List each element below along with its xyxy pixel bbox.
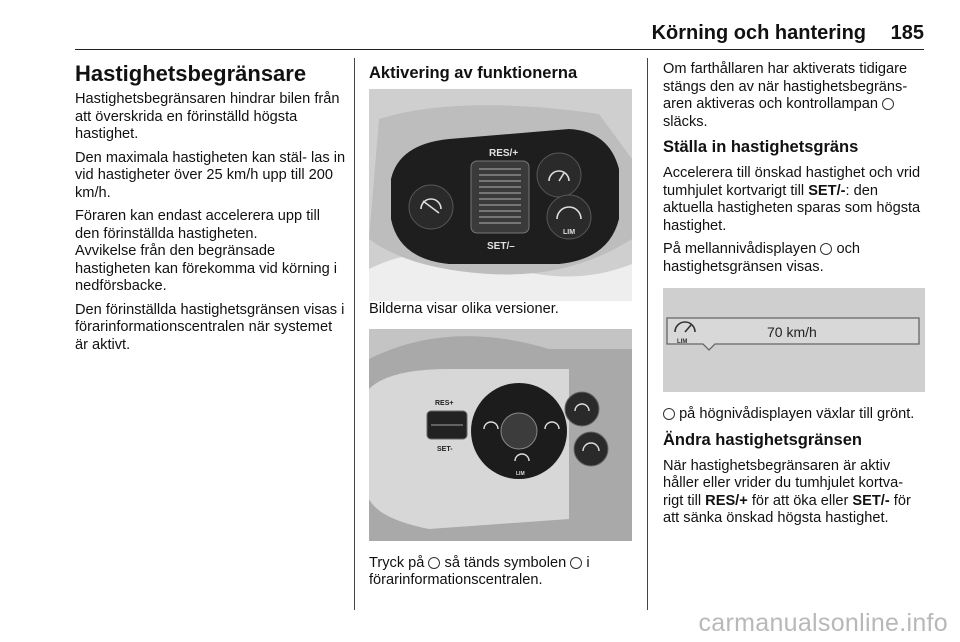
- section-heading: Ställa in hastighetsgräns: [663, 138, 859, 156]
- steering-controls-illustration: [369, 89, 632, 301]
- paragraph: [369, 555, 632, 590]
- paragraph: Avvikelse från den begränsade hastigheten kan förekomma vid körning i nedförsbacke.: [75, 243, 338, 294]
- text-fragment: Om farthållaren har aktiverats tidigare stängs den av när hastighetsbegräns- aren aktiveras och kontrollampan: [663, 61, 908, 112]
- lim-label-display: LIM: [677, 339, 688, 345]
- set-label: SET-: [437, 445, 453, 453]
- lim-label-2: LIM: [516, 470, 525, 477]
- watermark: carmanualsonline.info: [698, 609, 948, 637]
- text-fragment: för att öka eller: [751, 492, 849, 509]
- chapter-title: Körning och hantering: [651, 22, 866, 44]
- paragraph: Den maximala hastigheten kan stäl- las in vid hastigheter över 25 km/h upp till 200 km/h.: [75, 149, 346, 201]
- speed-limiter-icon: [663, 408, 675, 420]
- column-1: [75, 61, 347, 360]
- text-fragment: i förarinformationscentralen.: [369, 554, 590, 588]
- speed-readout: 70 km/h: [767, 324, 817, 340]
- paragraph: [663, 61, 925, 131]
- image-caption: Bilderna visar olika versioner.: [369, 301, 559, 317]
- paragraph: [663, 165, 925, 235]
- res-plus-text: RES/+: [705, 492, 748, 509]
- header-rule: [75, 49, 924, 50]
- page-number: 185: [890, 22, 924, 44]
- text-fragment: så tänds symbolen: [444, 554, 567, 571]
- text-fragment: Accelerera till önskad hastighet och vrid tumhjulet kortvarigt till: [663, 165, 921, 199]
- paragraph: Den förinställda hastighetsgränsen visas i förarinformationscentralen när systemet är aktivt.: [75, 301, 345, 353]
- column-separator-1: [354, 58, 355, 610]
- text-fragment: och hastighetsgränsen visas.: [663, 241, 860, 275]
- set-minus-label: SET/–: [487, 241, 515, 252]
- mid-level-display-illustration: [663, 288, 925, 392]
- text-fragment: På mellannivådisplayen: [663, 241, 817, 257]
- res-plus-label: RES/+: [489, 148, 519, 159]
- page-header: [75, 22, 924, 48]
- section-title: Hastighetsbegränsare: [75, 61, 307, 86]
- section-heading: Ändra hastighetsgränsen: [663, 430, 862, 449]
- res-label: RES+: [435, 399, 454, 407]
- text-fragment: När hastighetsbegränsaren är aktiv håller eller vrider du tumhjulet kortva- rigt till: [663, 457, 904, 509]
- speed-limiter-icon: [428, 557, 440, 569]
- text-fragment: släcks.: [663, 113, 708, 130]
- text-fragment: : den aktuella hastigheten sparas som högsta hastighet.: [663, 182, 921, 234]
- text-fragment: Tryck på: [369, 554, 425, 571]
- lim-label: LIM: [563, 229, 576, 236]
- steering-controls-illustration-2: [369, 329, 632, 541]
- column-2: [369, 61, 632, 596]
- cruise-control-icon: [882, 98, 894, 110]
- paragraph: Hastighetsbegränsaren hindrar bilen från att överskrida en förinställd högsta hastighet.: [75, 91, 340, 142]
- speed-limiter-icon: [570, 557, 582, 569]
- steering-wheel-image-2: [369, 329, 632, 541]
- column-separator-2: [647, 58, 648, 610]
- text-fragment: för att sänka önskad högsta hastighet.: [663, 492, 911, 526]
- set-minus-text: SET/-: [808, 182, 846, 199]
- paragraph: [663, 241, 925, 276]
- paragraph: [663, 406, 925, 424]
- column-3: [663, 61, 925, 534]
- speed-limiter-icon: [820, 243, 832, 255]
- text-fragment: på högnivådisplayen växlar till grönt.: [679, 406, 915, 422]
- display-image: [663, 288, 925, 392]
- paragraph: Föraren kan endast accelerera upp till den förinställda hastigheten.: [75, 208, 320, 242]
- section-heading: Aktivering av funktionerna: [369, 64, 578, 82]
- steering-wheel-image-1: [369, 89, 632, 301]
- paragraph: [663, 458, 925, 528]
- set-minus-text: SET/-: [852, 492, 890, 509]
